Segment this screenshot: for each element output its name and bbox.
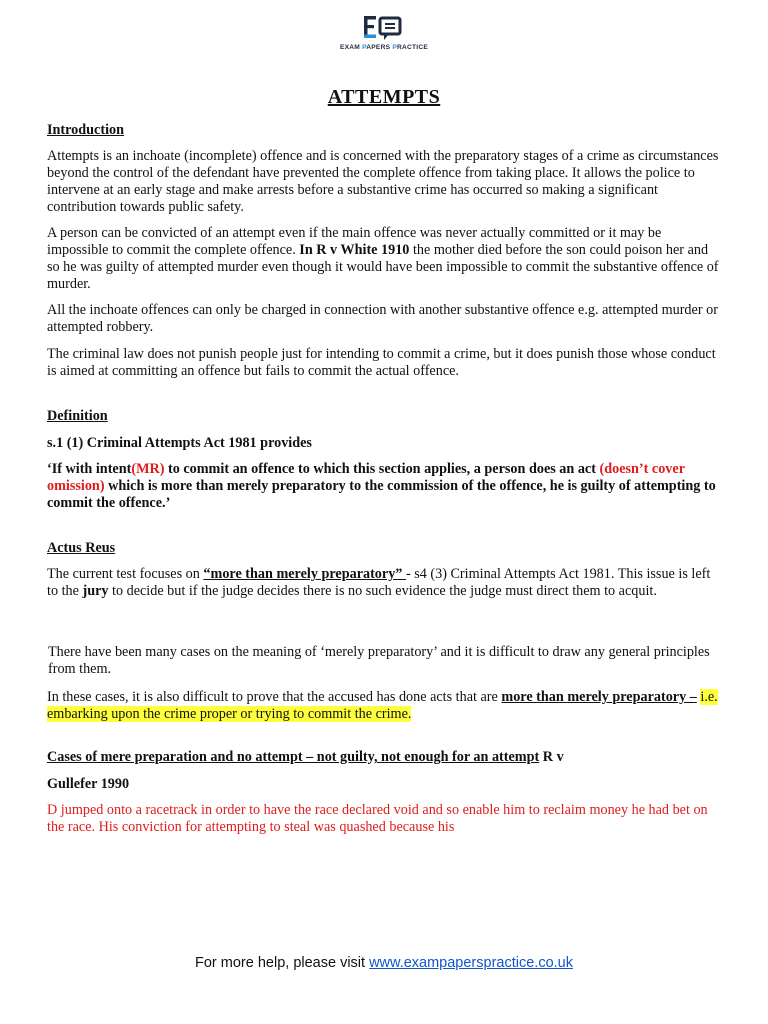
ar3-bold-1: more than xyxy=(501,689,568,705)
intro-paragraph-4: The criminal law does not punish people just for intending to commit a crime, but it does punish those whose conduct is aimed at committing an offence but fails to commit the actual offence. xyxy=(47,346,716,379)
definition-heading: Definition xyxy=(47,408,108,424)
quote-text-c: which is more than merely preparatory to the commission of the offence, he is guilty of attempting to commit the offence.’ xyxy=(47,478,716,511)
quote-text-a: ‘If with intent xyxy=(47,461,132,477)
ar3-text-a: In these cases, it is also difficult to prove that the accused has done acts that are xyxy=(47,689,502,705)
p2-text-a: A person can be convicted of an attempt even if the main offence was never actually committed or it may be impossible to commit the complete offence. xyxy=(47,225,662,258)
logo-text-2: APERS xyxy=(366,44,393,51)
page-title: ATTEMPTS xyxy=(327,86,441,108)
logo-wordmark xyxy=(330,44,438,51)
footer-text: For more help, please visit xyxy=(195,955,370,971)
introduction-heading: Introduction xyxy=(47,122,124,138)
cases-heading-case-a: R v xyxy=(539,749,564,765)
exam-papers-practice-logo-icon xyxy=(362,14,406,42)
intro-paragraph-1: Attempts is an inchoate (incomplete) offence and is concerned with the preparatory stages of a crime as circumstances beyond the control of the defendant have prevented the complete offence from taking place. It allows the police to intervene at an early stage and make arrests before a substantive crime has occurred so making a significant contribution towards public safety. xyxy=(47,148,719,215)
p2-text-b: the mother died before the son could poison her and so he was guilty of attempted murder even though it would have been impossible to commit the substantive offence of murder. xyxy=(47,242,719,292)
logo-text-p: P xyxy=(362,44,367,51)
intro-paragraph-3: All the inchoate offences can only be charged in connection with another substantive offence e.g. attempted murder or attempted robbery. xyxy=(47,302,718,335)
logo-text-1: EXAM xyxy=(339,44,363,51)
gullefer-facts: D jumped onto a racetrack in order to have the race declared void and so enable him to reclaim money he had bet on the race. His conviction for attempting to steal was quashed because his xyxy=(47,802,708,835)
actus-reus-paragraph-3 xyxy=(47,689,722,723)
quote-mr: (MR) xyxy=(131,461,165,477)
intro-paragraph-2 xyxy=(47,225,722,293)
logo-text-3: RACTICE xyxy=(396,44,429,51)
ar-jury: jury xyxy=(82,583,109,599)
quote-text-b: to commit an offence to which this section applies, a person does an act xyxy=(164,461,600,477)
quote-omission: (doesn’t cover omission) xyxy=(47,461,685,494)
cases-heading-text: Cases of mere preparation and no attempt – not guilty, not enough for an attempt xyxy=(47,749,540,765)
ar3-highlight: i.e. embarking upon the crime proper or trying to commit the crime. xyxy=(47,689,718,722)
actus-reus-paragraph-1 xyxy=(47,566,722,600)
statute-quote xyxy=(47,461,722,512)
logo xyxy=(330,14,438,56)
ar-text-b: - s4 (3) Criminal Attempts Act 1981. This issue is left to the xyxy=(47,566,711,599)
actus-reus-paragraph-2: There have been many cases on the meaning of ‘merely preparatory’ and it is difficult to draw any general principles from them. xyxy=(48,644,710,677)
case-name-gullefer: Gullefer 1990 xyxy=(47,776,130,792)
ar-text-c: to decide but if the judge decides there is no such evidence the judge must direct them to acquit. xyxy=(108,583,657,599)
footer-link[interactable]: www.exampaperspractice.co.uk xyxy=(369,955,573,971)
logo-text-p2: P xyxy=(392,44,397,51)
statute-reference: s.1 (1) Criminal Attempts Act 1981 provides xyxy=(47,435,312,451)
cases-heading xyxy=(47,749,722,766)
ar-test: “more than merely preparatory” xyxy=(203,566,406,582)
ar3-bold-2: merely preparatory – xyxy=(567,689,697,705)
actus-reus-heading: Actus Reus xyxy=(47,540,116,556)
footer xyxy=(0,955,768,971)
case-white-1910: In R v White 1910 xyxy=(299,242,410,258)
ar-text-a: The current test focuses on xyxy=(47,566,204,582)
